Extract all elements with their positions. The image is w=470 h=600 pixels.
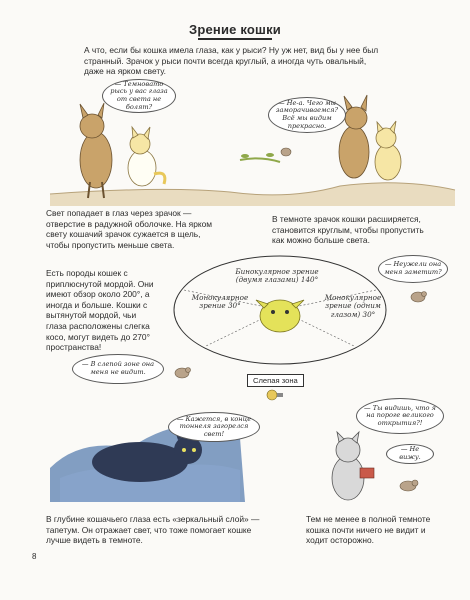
lynx-right — [339, 95, 369, 178]
cat-left — [128, 127, 165, 186]
title-underline — [198, 38, 272, 40]
page-number: 8 — [32, 552, 37, 561]
blind-zone-tag: Слепая зона — [247, 374, 304, 387]
bubble-lynx-answer: — Не-а. Чего мы заморачиваемся? Всё мы видим прекрасно. — [268, 97, 346, 133]
lynx-left — [80, 103, 112, 198]
mouse-right-icon — [408, 288, 430, 304]
page-title: Зрение кошки — [188, 22, 281, 37]
cat-head-top — [256, 300, 304, 332]
bulb-icon — [262, 388, 286, 402]
bubble-lynx-question: — Темновато рысь у вас глаза от света не болят? — [102, 79, 176, 113]
branch-mouse — [240, 148, 291, 162]
label-mono-left: Монокулярное зрение 30° — [191, 293, 249, 311]
text-pupil-light: Свет попадает в глаз через зрачок — отверстие в радужной оболочке. На ярком свету кошачий зрачок сужается в щель, чтобы пропустить меньше света. — [46, 208, 213, 250]
label-mono-right: Монокулярное зрение (одним глазом) 30° — [324, 293, 382, 319]
bubble-far-away: — Неужели она меня заметит? — [378, 255, 448, 283]
text-pupil-dark: В темноте зрачок кошки расширяется, становится круглым, чтобы пропустить как можно больше света. — [272, 214, 424, 246]
cat-right — [375, 121, 401, 180]
text-field-of-view: Есть породы кошек с приплюснутой мордой. Они имеют обзор около 200°, а иногда и больше. Кошки с вытянутой мордой, чьи глаза расположены слегка косо, могут видеть до 270° пространства! — [46, 268, 154, 353]
bubble-mouse-answer: — Не вижу. — [386, 444, 434, 464]
bubble-blind-zone: — В слепой зоне она меня не видит. — [72, 354, 164, 384]
bubble-kitten-question: — Ты видишь, что я на пороге великого открытия?! — [356, 398, 444, 434]
bubble-red-light: — Кажется, в конце тоннеля загорелся свет! — [168, 412, 260, 442]
text-tapetum: В глубине кошачьего глаза есть «зеркальный слой» — тапетум. Он отражает свет, что тоже помогает кошке лучше видеть в темноте. — [46, 514, 260, 546]
text-darkness: Тем не менее в полной темноте кошка почти ничего не видит и ходит осторожно. — [306, 514, 431, 546]
mouse-left-icon — [170, 364, 194, 380]
intro-paragraph: А что, если бы кошка имела глаза, как у рыси? Ну уж нет, вид бы у нее был странный. Зрачок у рыси почти всегда круглый, а иногда чуть овальный, даже на ярком свету. — [84, 45, 379, 77]
kitten-illustration — [318, 430, 438, 510]
label-binocular: Бинокулярное зрение (двумя глазами) 140° — [235, 267, 319, 285]
